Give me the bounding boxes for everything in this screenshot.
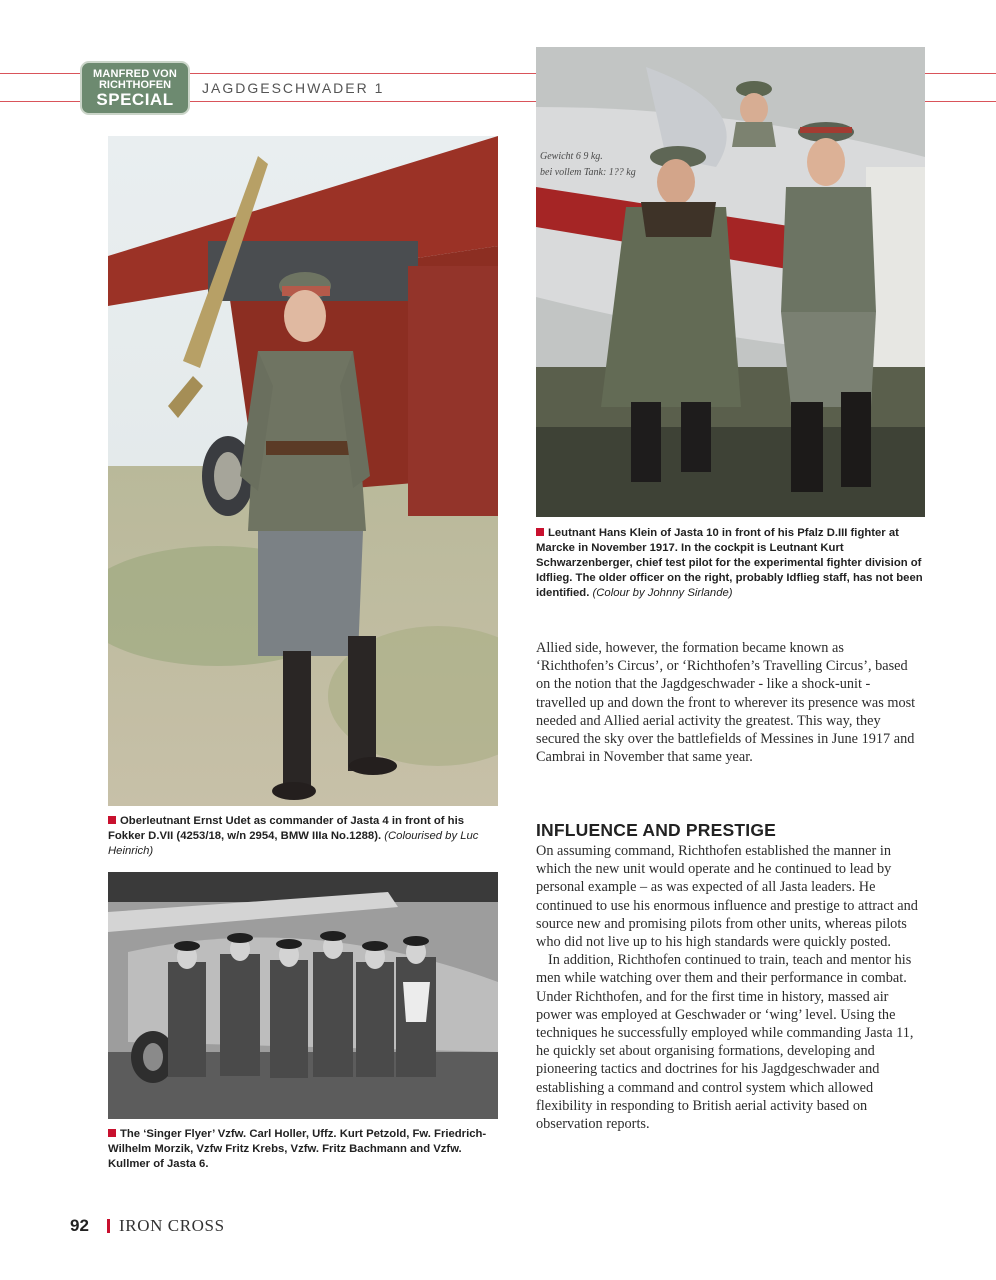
badge-line-3: SPECIAL <box>96 90 174 109</box>
page-number: 92 <box>70 1216 89 1235</box>
caption-klein-credit: (Colour by Johnny Sirlande) <box>592 587 733 599</box>
article-intro <box>536 639 922 766</box>
caption-udet <box>108 814 500 859</box>
footer-divider <box>107 1219 110 1233</box>
special-badge <box>80 61 190 115</box>
caption-marker <box>108 1129 116 1137</box>
article-heading: INFLUENCE AND PRESTIGE <box>536 820 777 840</box>
fuselage-stencil-2: bei vollem Tank: 1?? kg <box>540 167 636 178</box>
caption-marker <box>536 528 544 536</box>
photo-klein <box>536 47 925 517</box>
photo-singer-flyer <box>108 872 498 1119</box>
fuselage-stencil-1: Gewicht 6 9 kg. <box>540 151 603 162</box>
article-para-2: On assuming command, Richthofen established the manner in which the new unit would operate and he continued to lead by personal example – as was expected of all Jasta leaders. He continued to use his enormous influence and prestige to attract and source new and promising pilots from other units, whereas pilots who did not live up to his high standards were quickly posted. <box>536 843 918 951</box>
article-para-1: Allied side, however, the formation became known as ‘Richthofen’s Circus’, or ‘Richthofen’s Travelling Circus’, based on the notion that the Jagdgeschwader - like a shock-unit - travelled up and down the front to wherever its presence was most needed and Allied aerial activity the greatest. This way, they secured the sky over the battlefields of Messines in June 1917 and Cambrai in November that same year. <box>536 640 916 766</box>
caption-singer <box>108 1127 500 1172</box>
photo-udet <box>108 136 498 806</box>
badge-line-2: RICHTHOFEN <box>98 79 172 91</box>
badge-line-1: MANFRED VON <box>92 68 178 80</box>
caption-klein <box>536 526 928 601</box>
magazine-title: IRON CROSS <box>119 1216 225 1235</box>
caption-klein-text: Leutnant Hans Klein of Jasta 10 in front of his Pfalz D.III fighter at Marcke in November 1917. In the cockpit is Leutnant Kurt Schwarzenberger, chief test pilot for the experimental fighter division of Idflieg. The older officer on the right, probably Idflieg staff, has not been identified. <box>536 527 923 599</box>
caption-marker <box>108 816 116 824</box>
article-para-3: In addition, Richthofen continued to train, teach and mentor his men while watching over them and their performance in combat. Under Richthofen, and for the first time in history, massed air power was employed at Geschwader or ‘wing’ level. Using the techniques he successfully employed while commanding Jasta 11, he quickly set about organising formations, developing and pioneering tactics and doctrines for his Jagdgeschwader and establishing a command and control system which allowed flexibility in responding to British aerial activity based on observation reports. <box>536 952 914 1133</box>
caption-udet-text: Oberleutnant Ernst Udet as commander of Jasta 4 in front of his Fokker D.VII (4253/18, w/n 2954, BMW IIIa No.1288). <box>108 815 464 842</box>
section-title: JAGDGESCHWADER 1 <box>202 80 390 96</box>
caption-udet-credit: (Colourised by Luc Heinrich) <box>108 830 479 857</box>
caption-singer-text: The ‘Singer Flyer’ Vzfw. Carl Holler, Uffz. Kurt Petzold, Fw. Friedrich-Wilhelm Morzik, Vzfw Fritz Krebs, Vzfw. Fritz Bachmann and Vzfw. Kullmer of Jasta 6. <box>108 1128 487 1170</box>
article-body <box>536 842 922 1133</box>
